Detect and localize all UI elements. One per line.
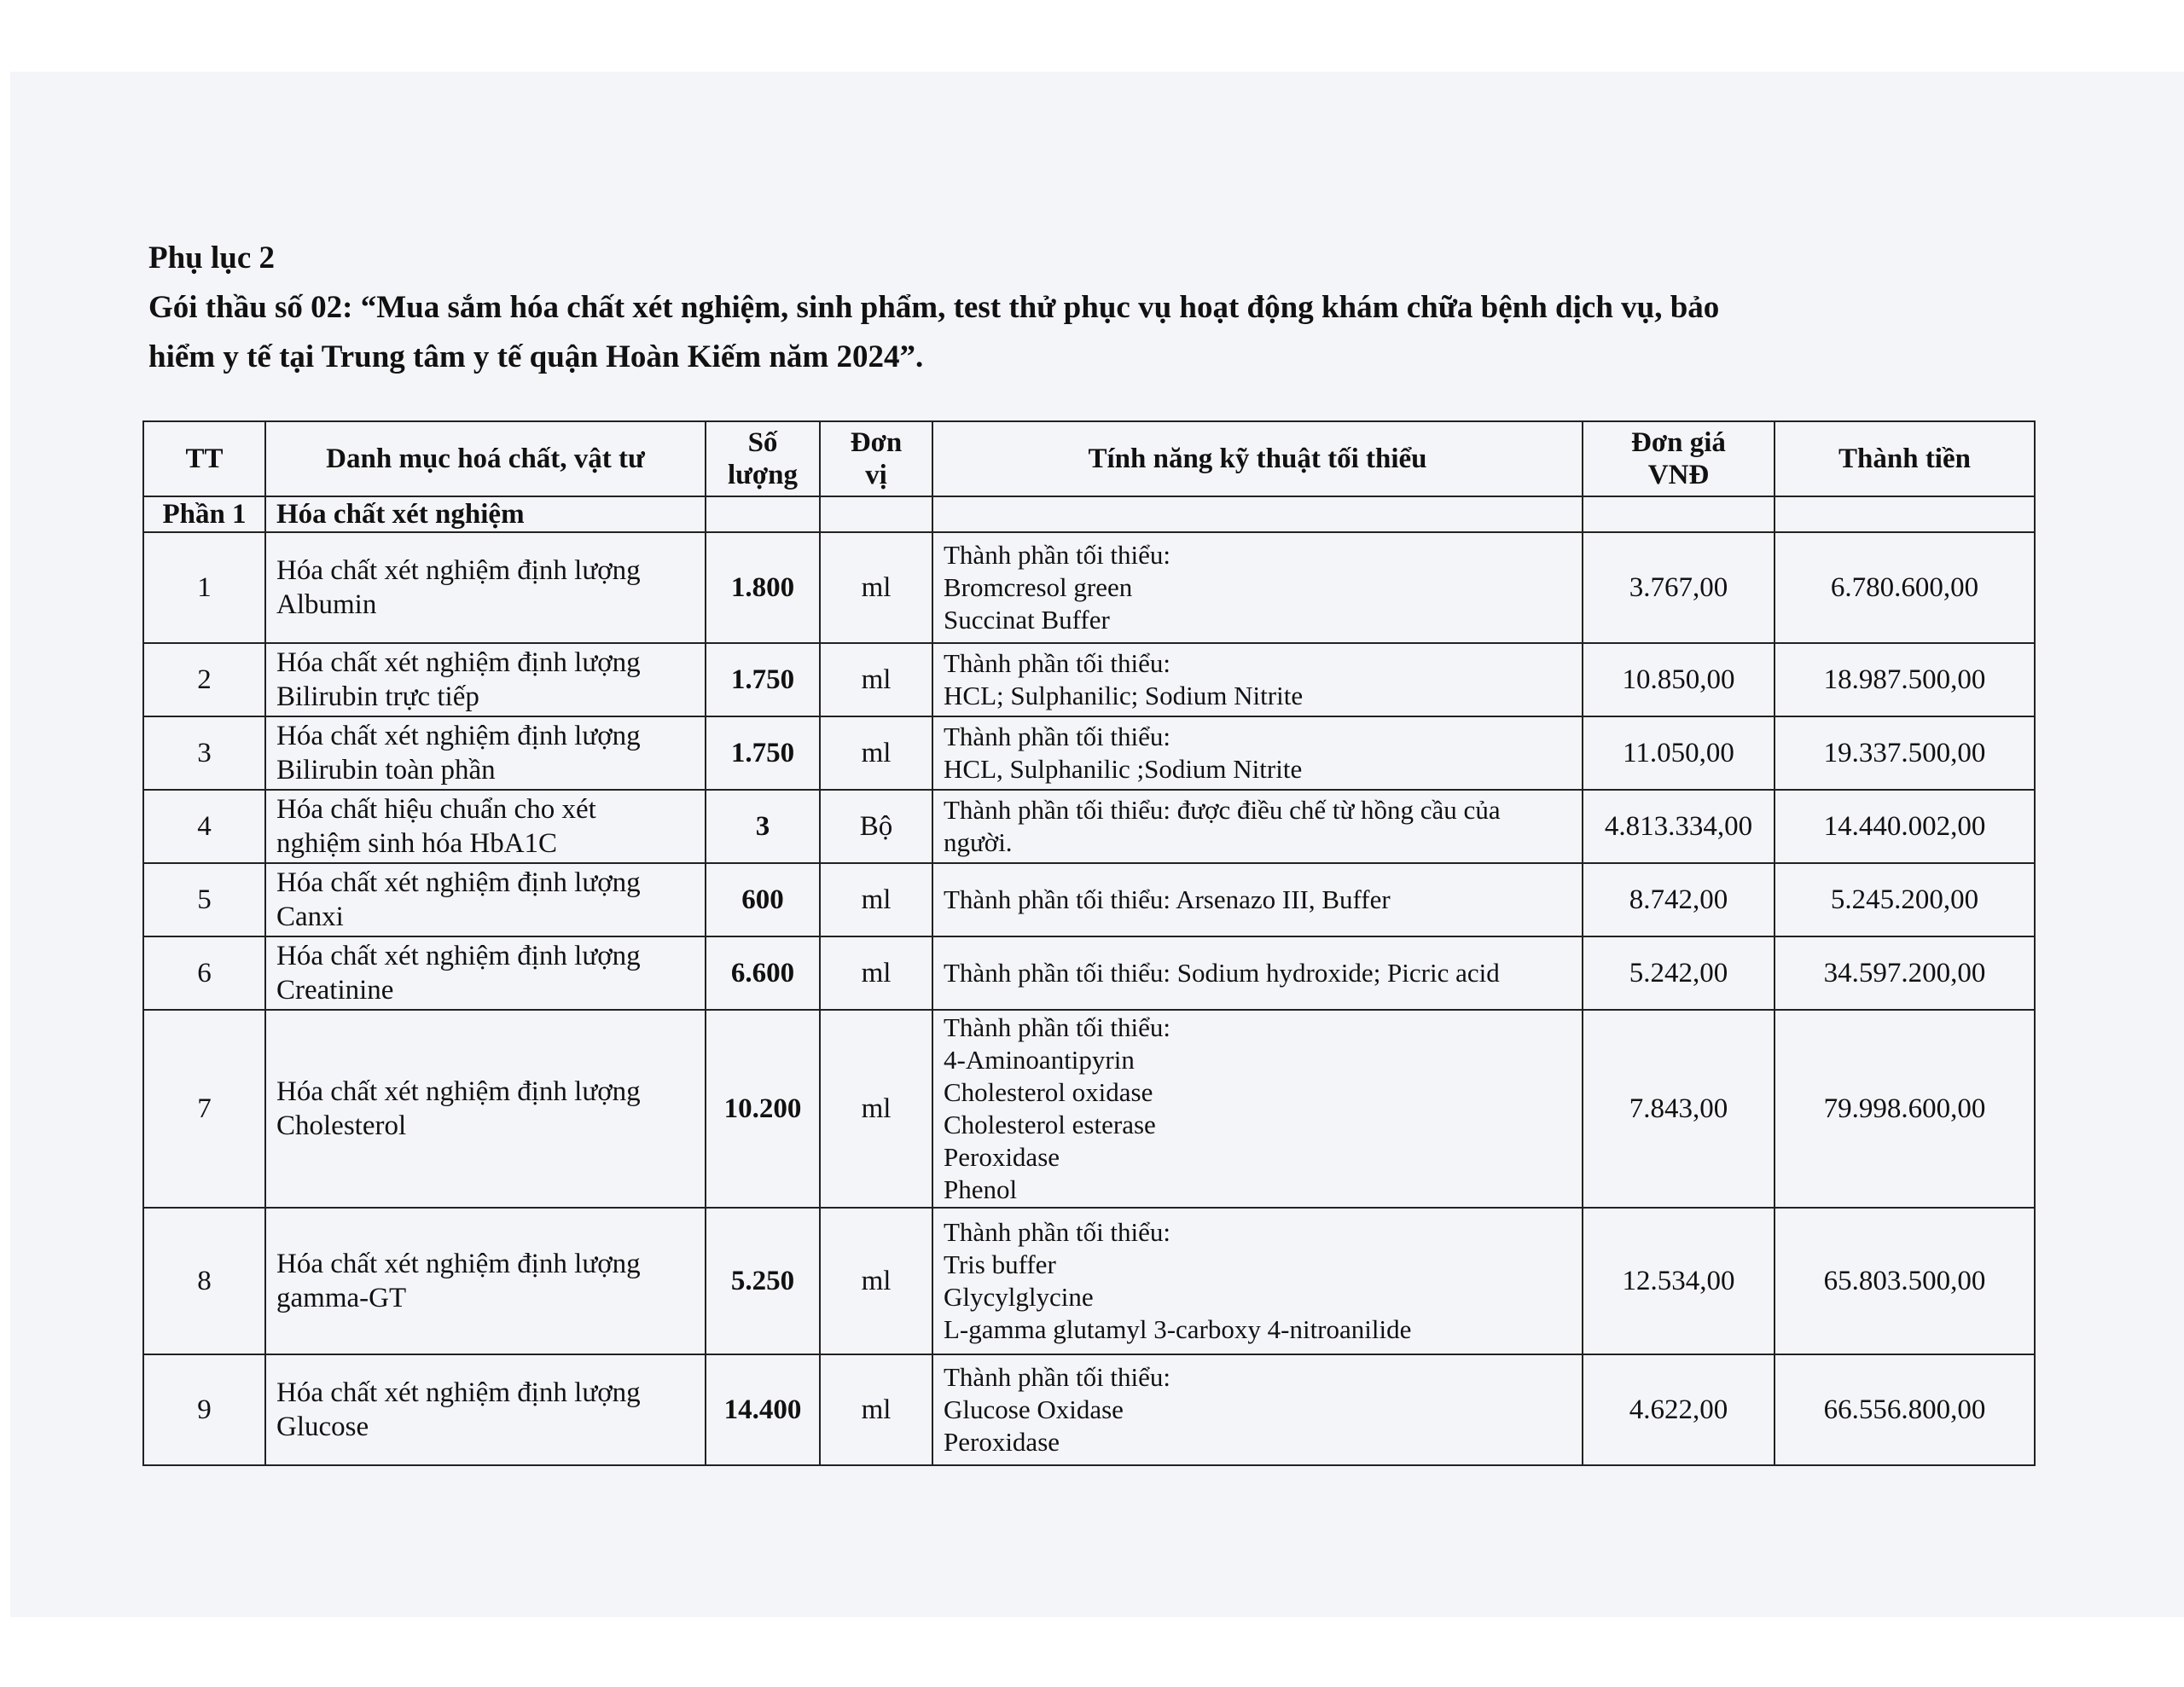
row-name-line: Albumin <box>276 589 377 620</box>
row-spec <box>932 532 1583 643</box>
table-row <box>143 936 2035 1010</box>
header-price <box>1583 421 1774 496</box>
header-price-line-1: Đơn giá <box>1631 427 1726 458</box>
row-name <box>265 532 706 643</box>
row-name-line: Bilirubin trực tiếp <box>276 681 479 712</box>
row-tt: 4 <box>143 790 265 863</box>
table-row <box>143 532 2035 643</box>
row-spec-line: Thành phần tối thiểu: <box>944 1217 1171 1247</box>
row-unit: ml <box>820 1354 932 1465</box>
row-quantity: 1.750 <box>706 716 820 790</box>
part-label: Phần 1 <box>143 496 265 532</box>
row-name <box>265 936 706 1010</box>
table-row <box>143 790 2035 863</box>
row-unit: ml <box>820 532 932 643</box>
row-spec-line: HCL, Sulphanilic ;Sodium Nitrite <box>944 754 1303 784</box>
row-name-line: Hóa chất xét nghiệm định lượng <box>276 721 641 751</box>
row-total: 66.556.800,00 <box>1774 1354 2035 1465</box>
row-quantity: 6.600 <box>706 936 820 1010</box>
table-row <box>143 716 2035 790</box>
row-unit: ml <box>820 1208 932 1354</box>
row-spec-line: Bromcresol green <box>944 572 1133 602</box>
table-row <box>143 1208 2035 1354</box>
row-tt: 5 <box>143 863 265 936</box>
row-name <box>265 1208 706 1354</box>
row-name-line: Hóa chất xét nghiệm định lượng <box>276 1249 641 1279</box>
row-name-line: Hóa chất xét nghiệm định lượng <box>276 1076 641 1107</box>
row-quantity: 5.250 <box>706 1208 820 1354</box>
row-spec-line: Thành phần tối thiểu: <box>944 1362 1171 1392</box>
row-spec-line: 4-Aminoantipyrin <box>944 1045 1135 1075</box>
row-total: 5.245.200,00 <box>1774 863 2035 936</box>
document-heading <box>148 234 2051 382</box>
row-spec-line: Peroxidase <box>944 1427 1060 1457</box>
package-title-line-1: Gói thầu số 02: “Mua sắm hóa chất xét nghiệm, sinh phẩm, test thử phục vụ hoạt động khám chữa bệnh dịch vụ, bảo <box>148 290 1720 325</box>
row-name-line: Hóa chất xét nghiệm định lượng <box>276 867 641 898</box>
row-spec-line: Cholesterol esterase <box>944 1110 1156 1139</box>
row-price: 3.767,00 <box>1583 532 1774 643</box>
row-name-line: Hóa chất xét nghiệm định lượng <box>276 647 641 678</box>
row-spec-line: Glucose Oxidase <box>944 1394 1124 1424</box>
row-total: 65.803.500,00 <box>1774 1208 2035 1354</box>
row-spec <box>932 790 1583 863</box>
row-name-line: Hóa chất hiệu chuẩn cho xét <box>276 794 596 825</box>
header-quantity-line-2: lượng <box>727 460 799 490</box>
row-quantity: 10.200 <box>706 1010 820 1208</box>
row-spec-line: Thành phần tối thiểu: Arsenazo III, Buffer <box>944 884 1391 914</box>
row-total: 14.440.002,00 <box>1774 790 2035 863</box>
header-quantity-line-1: Số <box>747 427 778 458</box>
row-spec <box>932 863 1583 936</box>
row-tt: 6 <box>143 936 265 1010</box>
row-name-line: Creatinine <box>276 975 394 1006</box>
row-unit: Bộ <box>820 790 932 863</box>
row-unit: ml <box>820 936 932 1010</box>
row-price: 12.534,00 <box>1583 1208 1774 1354</box>
header-unit-line-1: Đơn <box>850 427 903 458</box>
table-row <box>143 1010 2035 1208</box>
row-spec <box>932 936 1583 1010</box>
row-name-line: Glucose <box>276 1412 369 1442</box>
row-tt: 9 <box>143 1354 265 1465</box>
header-spec: Tính năng kỹ thuật tối thiểu <box>932 421 1583 496</box>
row-name <box>265 1354 706 1465</box>
row-unit: ml <box>820 643 932 716</box>
row-quantity: 1.750 <box>706 643 820 716</box>
row-spec-line: Thành phần tối thiểu: <box>944 722 1171 751</box>
row-unit: ml <box>820 863 932 936</box>
row-spec-line: L-gamma glutamyl 3-carboxy 4-nitroanilide <box>944 1314 1412 1344</box>
row-spec-line: Glycylglycine <box>944 1282 1094 1312</box>
row-quantity: 3 <box>706 790 820 863</box>
row-spec <box>932 643 1583 716</box>
row-name-line: Hóa chất xét nghiệm định lượng <box>276 1377 641 1408</box>
row-spec-line: HCL; Sulphanilic; Sodium Nitrite <box>944 681 1304 710</box>
row-spec-line: Succinat Buffer <box>944 605 1110 635</box>
table-row <box>143 1354 2035 1465</box>
row-quantity: 600 <box>706 863 820 936</box>
row-spec-line: Peroxidase <box>944 1142 1060 1172</box>
row-quantity: 1.800 <box>706 532 820 643</box>
part-empty-cell <box>932 496 1583 532</box>
header-unit-line-2: vị <box>865 460 887 490</box>
row-spec-line: Thành phần tối thiểu: được điều chế từ hồng cầu của <box>944 795 1501 825</box>
row-tt: 2 <box>143 643 265 716</box>
table-row <box>143 643 2035 716</box>
row-spec <box>932 1208 1583 1354</box>
row-spec-line: Thành phần tối thiểu: <box>944 648 1171 678</box>
row-spec <box>932 1354 1583 1465</box>
row-name-line: nghiệm sinh hóa HbA1C <box>276 828 558 859</box>
appendix-title: Phụ lục 2 <box>148 241 276 275</box>
part-empty-cell <box>1583 496 1774 532</box>
row-tt: 7 <box>143 1010 265 1208</box>
part-row <box>143 496 2035 532</box>
row-name <box>265 716 706 790</box>
row-total: 34.597.200,00 <box>1774 936 2035 1010</box>
row-price: 8.742,00 <box>1583 863 1774 936</box>
row-spec-line: Cholesterol oxidase <box>944 1077 1153 1107</box>
row-price: 4.813.334,00 <box>1583 790 1774 863</box>
row-quantity: 14.400 <box>706 1354 820 1465</box>
chemicals-table <box>142 420 2036 1466</box>
part-empty-cell <box>1774 496 2035 532</box>
header-price-line-2: VNĐ <box>1647 460 1710 490</box>
row-spec-line: Tris buffer <box>944 1249 1056 1279</box>
row-name-line: Canxi <box>276 901 344 932</box>
row-price: 5.242,00 <box>1583 936 1774 1010</box>
row-spec-line: Phenol <box>944 1174 1018 1204</box>
row-spec <box>932 716 1583 790</box>
row-price: 10.850,00 <box>1583 643 1774 716</box>
part-empty-cell <box>820 496 932 532</box>
part-empty-cell <box>706 496 820 532</box>
row-tt: 1 <box>143 532 265 643</box>
row-name <box>265 790 706 863</box>
header-name: Danh mục hoá chất, vật tư <box>265 421 706 496</box>
row-tt: 8 <box>143 1208 265 1354</box>
row-name <box>265 643 706 716</box>
row-spec-line: Thành phần tối thiểu: <box>944 1012 1171 1042</box>
row-name <box>265 863 706 936</box>
row-price: 4.622,00 <box>1583 1354 1774 1465</box>
row-name <box>265 1010 706 1208</box>
row-price: 11.050,00 <box>1583 716 1774 790</box>
row-spec-line: người. <box>944 827 1013 857</box>
package-title-line-2: hiểm y tế tại Trung tâm y tế quận Hoàn Kiếm năm 2024”. <box>148 339 924 374</box>
part-title: Hóa chất xét nghiệm <box>265 496 706 532</box>
row-name-line: Bilirubin toàn phần <box>276 755 496 786</box>
row-total: 6.780.600,00 <box>1774 532 2035 643</box>
row-name-line: gamma-GT <box>276 1283 407 1313</box>
row-total: 79.998.600,00 <box>1774 1010 2035 1208</box>
row-name-line: Cholesterol <box>276 1110 407 1141</box>
table-row <box>143 863 2035 936</box>
row-total: 18.987.500,00 <box>1774 643 2035 716</box>
header-total: Thành tiền <box>1774 421 2035 496</box>
row-unit: ml <box>820 716 932 790</box>
row-spec-line: Thành phần tối thiểu: Sodium hydroxide; Picric acid <box>944 958 1500 988</box>
row-price: 7.843,00 <box>1583 1010 1774 1208</box>
header-unit <box>820 421 932 496</box>
row-unit: ml <box>820 1010 932 1208</box>
row-total: 19.337.500,00 <box>1774 716 2035 790</box>
row-name-line: Hóa chất xét nghiệm định lượng <box>276 941 641 971</box>
table-header-row <box>143 421 2035 496</box>
row-name-line: Hóa chất xét nghiệm định lượng <box>276 555 641 586</box>
row-spec-line: Thành phần tối thiểu: <box>944 540 1171 570</box>
header-quantity <box>706 421 820 496</box>
row-spec <box>932 1010 1583 1208</box>
row-tt: 3 <box>143 716 265 790</box>
header-tt: TT <box>143 421 265 496</box>
